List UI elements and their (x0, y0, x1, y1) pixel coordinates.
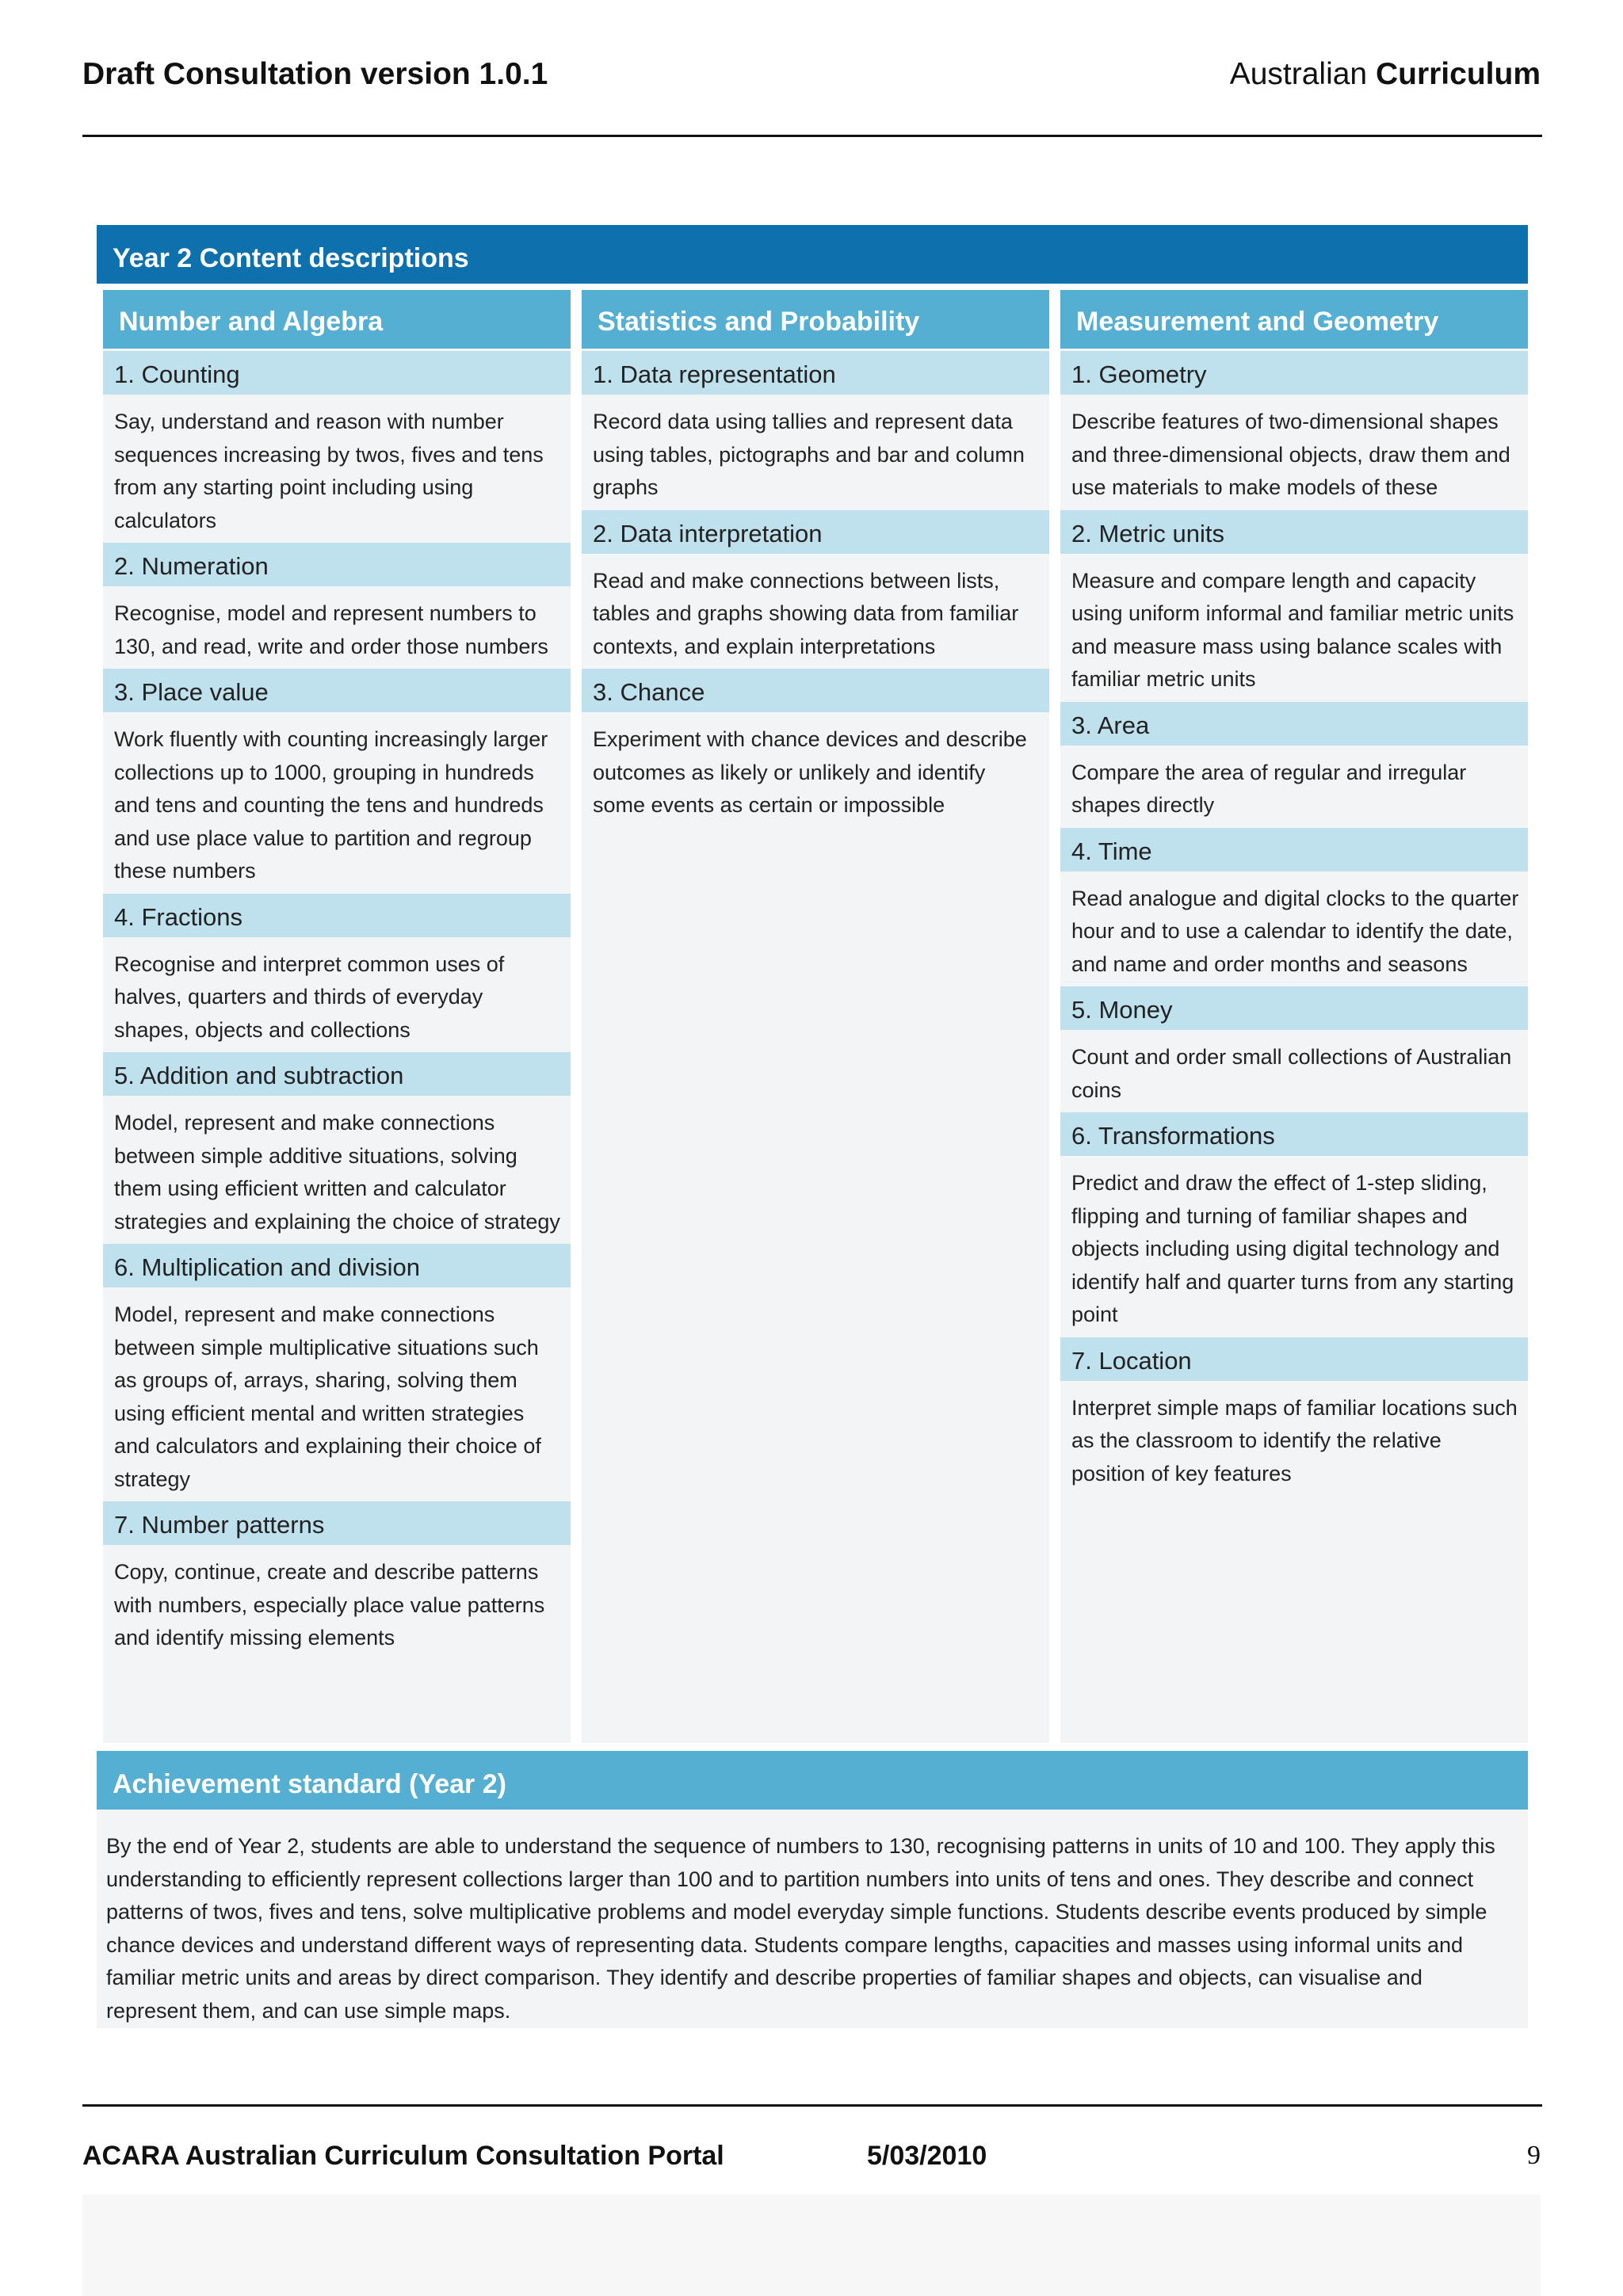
column-measurement-and-geometry (1060, 290, 1528, 1743)
footer-portal-name: ACARA Australian Curriculum Consultation Portal (82, 2141, 724, 2171)
section-description: Compare the area of regular and irregular shapes directly (1071, 760, 1467, 817)
brand-wordmark (1230, 57, 1541, 92)
section-description: Work fluently with counting increasingly larger collections up to 1000, grouping in hundreds and tens and counting the tens and hundreds and use place value to partition and regroup these numbers (114, 727, 548, 883)
section-description: Count and order small collections of Australian coins (1071, 1045, 1512, 1102)
section-description: Record data using tallies and represent data using tables, pictographs and bar and column graphs (593, 410, 1025, 499)
section-description: Measure and compare length and capacity using uniform informal and familiar metric units and measure mass using balance scales with familiar metric units (1071, 568, 1514, 691)
section-title: 6. Multiplication and division (103, 1244, 571, 1287)
section-title: 5. Addition and subtraction (103, 1052, 571, 1096)
achievement-standard-heading: Achievement standard (Year 2) (97, 1751, 1528, 1810)
section-title: 1. Geometry (1060, 351, 1528, 395)
column-heading: Number and Algebra (103, 290, 571, 349)
brand-bold: Curriculum (1375, 57, 1541, 91)
section-title: 6. Transformations (1060, 1112, 1528, 1156)
section-description: Interpret simple maps of familiar locations such as the classroom to identify the relative position of key features (1071, 1395, 1518, 1486)
section-title: 1. Counting (103, 351, 571, 395)
section-description: Read and make connections between lists, tables and graphs showing data from familiar contexts, and explain interpretations (593, 568, 1019, 658)
page-header (82, 46, 1541, 93)
section-title: 7. Number patterns (103, 1501, 571, 1545)
section-title: 3. Place value (103, 669, 571, 712)
section-title: 1. Data representation (582, 351, 1049, 395)
section-description: Model, represent and make connections between simple multiplicative situations such as groups of, arrays, sharing, solving them using efficient mental and written strategies and calculators and explaining their choice of strategy (114, 1302, 541, 1491)
achievement-standard-text: By the end of Year 2, students are able to understand the sequence of numbers to 130, recognising patterns in units of 10 and 100. They apply this understanding to efficiently represent collections larger than 100 and to partition numbers into units of tens and ones. They describe and connect patterns of twos, fives and tens, solve multiplicative problems and model everyday simple functions. Students describe events produced by simple chance devices and understand different ways of representing data. Students compare lengths, capacities and masses using informal units and familiar metric units and areas by direct comparison. They identify and describe properties of familiar shapes and objects, can visualise and represent them, and can use simple maps. (97, 1810, 1528, 2028)
section-title: 2. Metric units (1060, 510, 1528, 554)
brand-regular: Australian (1229, 57, 1368, 91)
page-number: 9 (1527, 2141, 1541, 2170)
section-title: 5. Money (1060, 986, 1528, 1030)
section-title: 7. Location (1060, 1337, 1528, 1381)
section-description: Describe features of two-dimensional shapes and three-dimensional objects, draw them and use materials to make models of these (1071, 410, 1510, 499)
section-description: Copy, continue, create and describe patterns with numbers, especially place value patterns and identify missing elements (114, 1560, 545, 1650)
column-heading: Statistics and Probability (582, 290, 1049, 349)
section-title: 2. Data interpretation (582, 510, 1049, 554)
footer-divider (82, 2104, 1542, 2107)
column-heading: Measurement and Geometry (1060, 290, 1528, 349)
section-description: Model, represent and make connections between simple additive situations, solving them using efficient written and calculator strategies and explaining the choice of strategy (114, 1111, 560, 1234)
section-description: Recognise, model and represent numbers to 130, and read, write and order those numbers (114, 601, 548, 658)
section-description: Predict and draw the effect of 1-step sliding, flipping and turning of familiar shapes and objects including using digital technology and identify half and quarter turns from any starting point (1071, 1171, 1514, 1326)
section-description: Read analogue and digital clocks to the quarter hour and to use a calendar to identify the date, and name and order months and seasons (1071, 886, 1519, 976)
year-content-heading: Year 2 Content descriptions (97, 225, 1528, 284)
header-divider (82, 135, 1542, 137)
column-number-and-algebra (103, 290, 571, 1743)
section-title: 3. Area (1060, 702, 1528, 746)
section-description: Say, understand and reason with number sequences increasing by twos, fives and tens from any starting point including using calculators (114, 410, 544, 532)
section-title: 2. Numeration (103, 543, 571, 586)
document-title: Draft Consultation version 1.0.1 (82, 57, 548, 91)
section-description: Experiment with chance devices and describe outcomes as likely or unlikely and identify some events as certain or impossible (593, 727, 1027, 817)
section-title: 3. Chance (582, 669, 1049, 712)
section-title: 4. Fractions (103, 894, 571, 937)
section-description: Recognise and interpret common uses of halves, quarters and thirds of everyday shapes, objects and collections (114, 952, 505, 1042)
footer-date: 5/03/2010 (867, 2141, 987, 2171)
section-title: 4. Time (1060, 828, 1528, 871)
page-bottom-band (82, 2195, 1541, 2296)
column-statistics-and-probability (582, 290, 1049, 1743)
